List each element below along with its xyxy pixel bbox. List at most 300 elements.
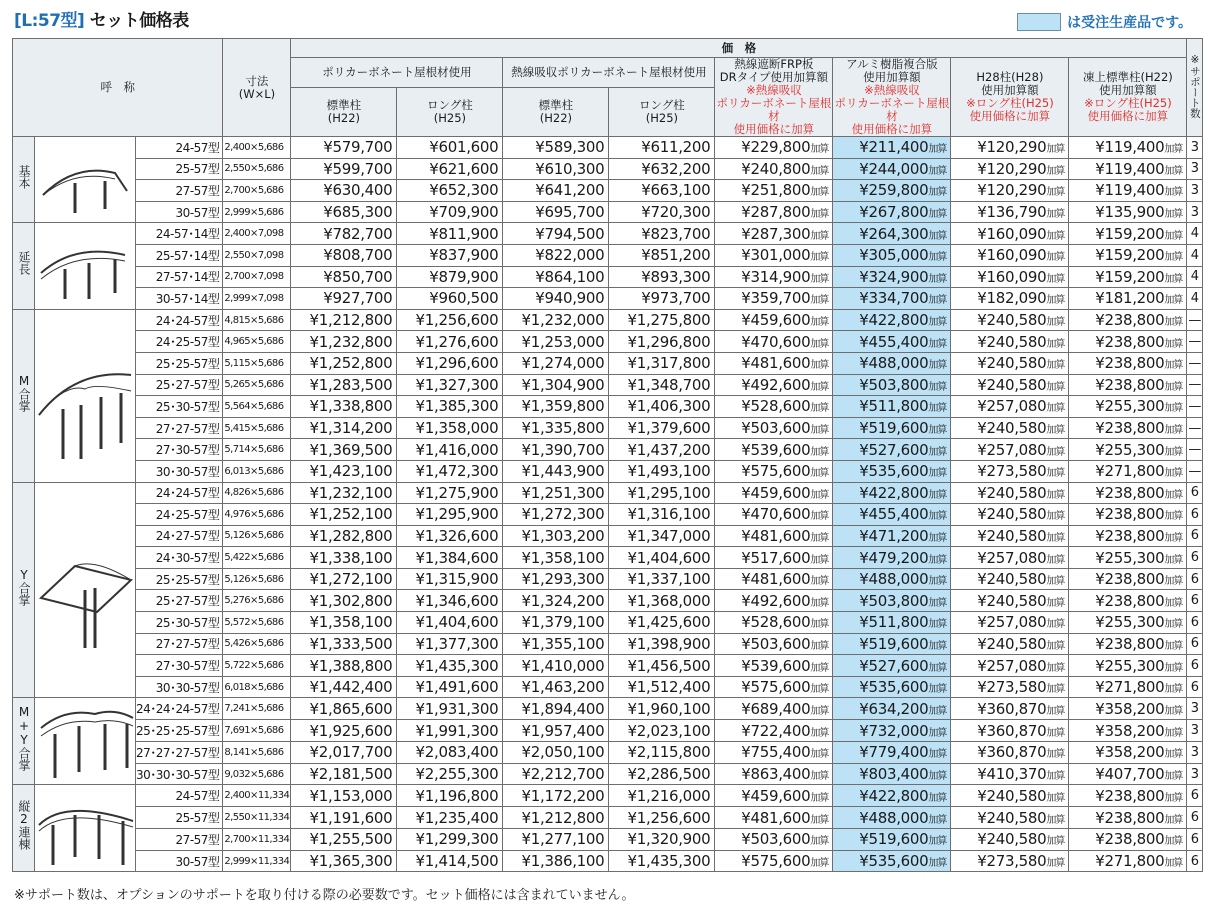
price-cell <box>1069 655 1187 677</box>
price-value: ¥238,800 <box>1095 311 1165 330</box>
price-cell <box>503 655 609 677</box>
price-value: ¥1,333,500 <box>309 634 393 653</box>
support-count: 3 <box>1187 741 1203 763</box>
model-name: 27-57型 <box>136 828 223 850</box>
model-name: 27･30-57型 <box>136 439 223 461</box>
price-cell <box>609 439 715 461</box>
price-cell <box>291 785 397 807</box>
price-cell <box>715 504 833 526</box>
price-value: ¥2,286,500 <box>627 765 711 784</box>
price-cell <box>1069 612 1187 634</box>
add-suffix: 加算 <box>810 381 829 393</box>
price-cell <box>503 763 609 785</box>
support-count: 6 <box>1187 525 1203 547</box>
price-cell <box>291 460 397 482</box>
price-cell <box>503 568 609 590</box>
price-value: ¥182,090 <box>977 289 1047 308</box>
model-name: 24-57型 <box>136 137 223 159</box>
price-cell <box>503 612 609 634</box>
price-cell <box>503 850 609 872</box>
add-suffix: 加算 <box>1046 858 1065 870</box>
price-cell <box>1069 828 1187 850</box>
price-cell <box>833 850 951 872</box>
carport-illustration <box>35 223 136 309</box>
model-name: 25･27-57型 <box>136 374 223 396</box>
price-cell <box>951 633 1069 655</box>
price-cell <box>1069 741 1187 763</box>
price-cell <box>715 352 833 374</box>
price-value: ¥238,800 <box>1095 332 1165 351</box>
add-suffix: 加算 <box>810 662 829 674</box>
add-suffix: 加算 <box>928 640 947 652</box>
header-poly-std: 標準柱 (H22) <box>291 88 397 137</box>
price-value: ¥2,050,100 <box>521 743 605 762</box>
price-value: ¥1,390,700 <box>521 440 605 459</box>
add-suffix: 加算 <box>1046 338 1065 350</box>
table-row <box>13 850 1203 872</box>
price-cell <box>503 266 609 288</box>
price-value: ¥255,300 <box>1095 548 1165 567</box>
price-cell <box>609 137 715 159</box>
price-value: ¥119,400 <box>1095 138 1165 157</box>
price-cell <box>291 374 397 396</box>
price-value: ¥257,080 <box>977 613 1047 632</box>
model-size: 2,400×7,098 <box>223 223 291 245</box>
price-value: ¥1,385,300 <box>415 397 499 416</box>
table-row <box>13 417 1203 439</box>
price-cell <box>503 374 609 396</box>
price-value: ¥240,580 <box>977 332 1047 351</box>
price-cell <box>951 741 1069 763</box>
price-cell <box>1069 417 1187 439</box>
support-count: — <box>1187 396 1203 418</box>
price-cell <box>715 180 833 202</box>
price-value: ¥160,090 <box>977 267 1047 286</box>
price-cell <box>951 309 1069 331</box>
price-value: ¥1,253,000 <box>521 332 605 351</box>
support-count: 6 <box>1187 807 1203 829</box>
price-value: ¥251,800 <box>741 181 811 200</box>
price-cell <box>951 158 1069 180</box>
price-value: ¥864,100 <box>535 267 605 286</box>
price-value: ¥271,800 <box>1095 852 1165 871</box>
price-value: ¥160,090 <box>977 224 1047 243</box>
price-value: ¥1,338,100 <box>309 548 393 567</box>
price-cell <box>715 568 833 590</box>
price-value: ¥519,600 <box>859 419 929 438</box>
price-value: ¥517,600 <box>741 548 811 567</box>
add-suffix: 加算 <box>810 252 829 264</box>
carport-illustration <box>35 137 136 223</box>
price-cell <box>503 698 609 720</box>
header-heat-std: 標準柱 (H22) <box>503 88 609 137</box>
header-poly: ポリカーボネート屋根材使用 <box>291 58 503 88</box>
price-cell <box>503 741 609 763</box>
price-cell <box>291 763 397 785</box>
carport-icon <box>35 785 135 867</box>
price-value: ¥1,410,000 <box>521 656 605 675</box>
model-size: 5,422×5,686 <box>223 547 291 569</box>
price-value: ¥410,370 <box>977 765 1047 784</box>
price-value: ¥240,580 <box>977 526 1047 545</box>
price-cell <box>397 850 503 872</box>
price-value: ¥238,800 <box>1095 570 1165 589</box>
price-cell <box>291 396 397 418</box>
price-cell <box>397 807 503 829</box>
price-value: ¥422,800 <box>859 483 929 502</box>
price-value: ¥634,200 <box>859 699 929 718</box>
price-value: ¥1,416,000 <box>415 440 499 459</box>
price-cell <box>609 223 715 245</box>
price-cell <box>291 741 397 763</box>
price-cell <box>833 352 951 374</box>
add-suffix: 加算 <box>1046 187 1065 199</box>
price-value: ¥488,000 <box>859 808 929 827</box>
price-cell <box>833 158 951 180</box>
price-value: ¥240,580 <box>977 830 1047 849</box>
add-suffix: 加算 <box>810 403 829 415</box>
price-cell <box>951 396 1069 418</box>
add-suffix: 加算 <box>928 727 947 739</box>
price-value: ¥893,300 <box>641 267 711 286</box>
price-cell <box>503 309 609 331</box>
price-cell <box>951 482 1069 504</box>
price-value: ¥511,800 <box>859 613 929 632</box>
model-size: 2,700×5,686 <box>223 180 291 202</box>
header-alu: アルミ樹脂複合版 使用加算額 ※熱線吸収 ポリカーボネート屋根材 使用価格に加算 <box>834 57 950 136</box>
model-size: 2,999×5,686 <box>223 201 291 223</box>
support-count: — <box>1187 352 1203 374</box>
price-cell <box>397 331 503 353</box>
price-cell <box>291 331 397 353</box>
table-row <box>13 201 1203 223</box>
add-suffix: 加算 <box>810 705 829 717</box>
price-cell <box>503 352 609 374</box>
price-value: ¥479,200 <box>859 548 929 567</box>
group-label: Y合掌 <box>13 482 35 698</box>
model-name: 24･25-57型 <box>136 504 223 526</box>
price-value: ¥358,200 <box>1095 721 1165 740</box>
price-value: ¥1,491,600 <box>415 678 499 697</box>
add-suffix: 加算 <box>1046 165 1065 177</box>
add-suffix: 加算 <box>1164 295 1183 307</box>
price-value: ¥2,017,700 <box>309 743 393 762</box>
price-cell <box>397 655 503 677</box>
price-value: ¥238,800 <box>1095 591 1165 610</box>
header-support: ※サポート数 <box>1187 39 1203 137</box>
price-cell <box>397 460 503 482</box>
price-cell <box>833 309 951 331</box>
price-value: ¥1,456,500 <box>627 656 711 675</box>
price-cell <box>291 828 397 850</box>
add-suffix: 加算 <box>810 468 829 480</box>
add-suffix: 加算 <box>1046 468 1065 480</box>
price-cell <box>397 763 503 785</box>
add-suffix: 加算 <box>1164 425 1183 437</box>
price-value: ¥1,327,300 <box>415 375 499 394</box>
model-size: 5,276×5,686 <box>223 590 291 612</box>
price-cell <box>833 720 951 742</box>
price-cell <box>291 698 397 720</box>
price-cell <box>833 568 951 590</box>
price-cell <box>951 460 1069 482</box>
price-cell <box>503 223 609 245</box>
support-count: 3 <box>1187 720 1203 742</box>
price-cell <box>951 807 1069 829</box>
model-size: 5,714×5,686 <box>223 439 291 461</box>
price-value: ¥1,324,200 <box>521 591 605 610</box>
support-count: 6 <box>1187 547 1203 569</box>
price-cell <box>951 850 1069 872</box>
price-value: ¥120,290 <box>977 181 1047 200</box>
price-value: ¥240,580 <box>977 786 1047 805</box>
price-cell <box>291 655 397 677</box>
price-value: ¥1,365,300 <box>309 852 393 871</box>
price-cell <box>715 547 833 569</box>
price-cell <box>397 352 503 374</box>
price-value: ¥808,700 <box>323 246 393 265</box>
price-cell <box>397 482 503 504</box>
price-cell <box>715 590 833 612</box>
carport-illustration <box>35 698 136 785</box>
price-cell <box>397 439 503 461</box>
price-value: ¥488,000 <box>859 354 929 373</box>
price-cell <box>833 807 951 829</box>
price-value: ¥459,600 <box>741 483 811 502</box>
group-label: M合掌 <box>13 309 35 482</box>
price-cell <box>833 547 951 569</box>
price-value: ¥973,700 <box>641 289 711 308</box>
add-suffix: 加算 <box>1164 252 1183 264</box>
table-row <box>13 590 1203 612</box>
support-count: 6 <box>1187 676 1203 698</box>
price-value: ¥1,326,600 <box>415 526 499 545</box>
price-cell <box>951 547 1069 569</box>
title-text: セット価格表 <box>89 11 189 31</box>
model-name: 24-57型 <box>136 785 223 807</box>
table-row <box>13 720 1203 742</box>
price-cell <box>951 763 1069 785</box>
price-cell <box>951 828 1069 850</box>
price-value: ¥803,400 <box>859 765 929 784</box>
price-cell <box>291 417 397 439</box>
price-cell <box>609 590 715 612</box>
support-count: — <box>1187 417 1203 439</box>
price-cell <box>397 504 503 526</box>
price-value: ¥1,256,600 <box>627 808 711 827</box>
support-count: 6 <box>1187 655 1203 677</box>
table-row <box>13 741 1203 763</box>
add-suffix: 加算 <box>810 597 829 609</box>
add-suffix: 加算 <box>1164 187 1183 199</box>
price-value: ¥2,181,500 <box>309 765 393 784</box>
price-value: ¥539,600 <box>741 656 811 675</box>
price-cell <box>715 460 833 482</box>
price-value: ¥271,800 <box>1095 462 1165 481</box>
price-cell <box>1069 439 1187 461</box>
table-row <box>13 158 1203 180</box>
price-value: ¥1,256,600 <box>415 311 499 330</box>
price-cell <box>397 741 503 763</box>
price-cell <box>833 460 951 482</box>
price-value: ¥1,317,800 <box>627 354 711 373</box>
price-value: ¥273,580 <box>977 852 1047 871</box>
price-cell <box>951 655 1069 677</box>
price-value: ¥257,080 <box>977 656 1047 675</box>
carport-illustration <box>35 785 136 872</box>
price-cell <box>951 223 1069 245</box>
price-value: ¥927,700 <box>323 289 393 308</box>
price-cell <box>1069 158 1187 180</box>
price-cell <box>715 807 833 829</box>
price-value: ¥1,957,400 <box>521 721 605 740</box>
price-cell <box>1069 568 1187 590</box>
price-cell <box>833 288 951 310</box>
add-suffix: 加算 <box>1164 446 1183 458</box>
price-cell <box>715 741 833 763</box>
add-suffix: 加算 <box>1046 489 1065 501</box>
legend <box>1017 12 1192 32</box>
price-cell <box>503 785 609 807</box>
support-count: 3 <box>1187 180 1203 202</box>
price-cell <box>715 201 833 223</box>
price-value: ¥271,800 <box>1095 678 1165 697</box>
support-count: — <box>1187 460 1203 482</box>
price-value: ¥503,800 <box>859 375 929 394</box>
add-suffix: 加算 <box>810 684 829 696</box>
model-size: 5,572×5,686 <box>223 612 291 634</box>
model-size: 5,564×5,686 <box>223 396 291 418</box>
header-poly-long: ロング柱 (H25) <box>397 88 503 137</box>
price-value: ¥535,600 <box>859 852 929 871</box>
add-suffix: 加算 <box>1164 771 1183 783</box>
model-name: 24･30-57型 <box>136 547 223 569</box>
add-suffix: 加算 <box>928 576 947 588</box>
price-value: ¥240,580 <box>977 808 1047 827</box>
add-suffix: 加算 <box>1164 597 1183 609</box>
support-count: 3 <box>1187 158 1203 180</box>
price-cell <box>951 525 1069 547</box>
price-cell <box>833 828 951 850</box>
price-cell <box>397 201 503 223</box>
price-value: ¥1,347,000 <box>627 526 711 545</box>
price-value: ¥481,600 <box>741 570 811 589</box>
price-value: ¥503,600 <box>741 419 811 438</box>
add-suffix: 加算 <box>1164 209 1183 221</box>
price-value: ¥259,800 <box>859 181 929 200</box>
price-cell <box>609 850 715 872</box>
price-value: ¥238,800 <box>1095 505 1165 524</box>
price-value: ¥1,386,100 <box>521 852 605 871</box>
price-value: ¥1,252,100 <box>309 505 393 524</box>
price-cell <box>609 525 715 547</box>
price-value: ¥685,300 <box>323 203 393 222</box>
add-suffix: 加算 <box>810 425 829 437</box>
add-suffix: 加算 <box>1164 662 1183 674</box>
add-suffix: 加算 <box>810 619 829 631</box>
support-count: 4 <box>1187 244 1203 266</box>
model-name: 25-57型 <box>136 807 223 829</box>
support-count: 4 <box>1187 288 1203 310</box>
price-cell <box>397 396 503 418</box>
price-value: ¥1,404,600 <box>415 613 499 632</box>
price-value: ¥2,255,300 <box>415 765 499 784</box>
price-value: ¥519,600 <box>859 634 929 653</box>
price-value: ¥1,435,300 <box>415 656 499 675</box>
price-value: ¥1,437,200 <box>627 440 711 459</box>
price-cell <box>609 785 715 807</box>
model-size: 7,241×5,686 <box>223 698 291 720</box>
add-suffix: 加算 <box>810 273 829 285</box>
price-value: ¥1,276,600 <box>415 332 499 351</box>
add-suffix: 加算 <box>928 792 947 804</box>
price-cell <box>291 590 397 612</box>
model-name: 25･30-57型 <box>136 612 223 634</box>
price-value: ¥1,406,300 <box>627 397 711 416</box>
price-cell <box>503 482 609 504</box>
model-size: 5,126×5,686 <box>223 525 291 547</box>
price-value: ¥160,090 <box>977 246 1047 265</box>
price-cell <box>951 698 1069 720</box>
price-value: ¥481,600 <box>741 526 811 545</box>
price-value: ¥1,442,400 <box>309 678 393 697</box>
model-size: 2,550×7,098 <box>223 244 291 266</box>
model-size: 6,018×5,686 <box>223 676 291 698</box>
price-value: ¥455,400 <box>859 505 929 524</box>
price-cell <box>1069 504 1187 526</box>
price-value: ¥1,196,800 <box>415 786 499 805</box>
header-frp: 熱線遮断FRP板 DRタイプ使用加算額 ※熱線吸収 ポリカーボネート屋根材 使用価格に加算 <box>716 57 832 136</box>
price-cell <box>715 612 833 634</box>
price-value: ¥503,800 <box>859 591 929 610</box>
table-row <box>13 223 1203 245</box>
add-suffix: 加算 <box>928 532 947 544</box>
price-value: ¥360,870 <box>977 743 1047 762</box>
price-cell <box>609 655 715 677</box>
price-value: ¥238,800 <box>1095 526 1165 545</box>
add-suffix: 加算 <box>928 425 947 437</box>
add-suffix: 加算 <box>1164 727 1183 739</box>
price-value: ¥159,200 <box>1095 224 1165 243</box>
price-value: ¥779,400 <box>859 743 929 762</box>
price-value: ¥470,600 <box>741 505 811 524</box>
price-value: ¥238,800 <box>1095 786 1165 805</box>
table-row <box>13 288 1203 310</box>
price-value: ¥1,295,900 <box>415 505 499 524</box>
price-cell <box>609 482 715 504</box>
add-suffix: 加算 <box>810 836 829 848</box>
price-cell <box>291 720 397 742</box>
price-cell <box>715 374 833 396</box>
model-size: 2,400×11,334 <box>223 785 291 807</box>
add-suffix: 加算 <box>928 403 947 415</box>
price-cell <box>951 137 1069 159</box>
price-value: ¥1,293,300 <box>521 570 605 589</box>
price-value: ¥709,900 <box>429 203 499 222</box>
price-cell <box>1069 720 1187 742</box>
model-name: 30･30･30-57型 <box>136 763 223 785</box>
price-cell <box>833 244 951 266</box>
price-value: ¥1,384,600 <box>415 548 499 567</box>
price-value: ¥1,404,600 <box>627 548 711 567</box>
price-value: ¥459,600 <box>741 786 811 805</box>
add-suffix: 加算 <box>928 489 947 501</box>
price-cell <box>503 201 609 223</box>
support-count: 6 <box>1187 504 1203 526</box>
price-cell <box>715 785 833 807</box>
add-suffix: 加算 <box>928 684 947 696</box>
group-label: M+Y合掌 <box>13 698 35 785</box>
